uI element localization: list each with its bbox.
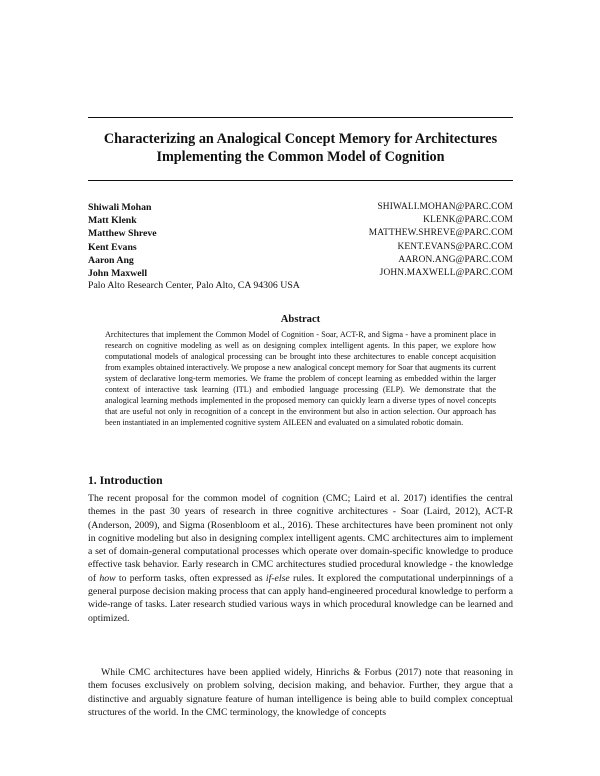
paragraph-text: The recent proposal for the common model of cognition (CMC; Laird et al. 2017) identifies the central themes in the past 30 years of research in three cognitive architectures - Soar (Laird, 2012), ACT-R (Anderson, 2009), and Sigma (Rosenbloom et al., 2016). These architectures have been prominent not only in cognitive modeling but also in designing complex intelligent agents. CMC architectures aim to implement a set of domain-general computational processes which operate over domain-specific knowledge to produce effective task behavior. Early research in CMC architectures studied procedural knowledge - the knowledge of [88, 493, 513, 584]
author-name: Matthew Shreve [88, 228, 157, 240]
paper-title-line-1: Characterizing an Analogical Concept Memory for Architectures [103, 131, 498, 147]
author-row [88, 254, 513, 267]
author-email: SHIWALI.MOHAN@PARC.COM [377, 202, 513, 212]
abstract-heading: Abstract [280, 314, 321, 325]
emphasis-text: how [99, 572, 116, 584]
author-row [88, 214, 513, 227]
paper-title [88, 131, 513, 166]
author-email: KLENK@PARC.COM [423, 215, 513, 226]
abstract-text-part: and evaluated on a simulated robotic domain. [314, 418, 464, 428]
paragraph-text: rules. It explored the computational underpinnings of a general purpose decision making process that can apply hand-engineered procedural knowledge to perform a wide-range of tasks. Later research studied various ways in which procedural knowledge can be learned and optimized. [88, 572, 514, 624]
author-name: Shiwali Mohan [88, 202, 152, 213]
author-email: KENT.EVANS@PARC.COM [397, 241, 513, 252]
top-rule [88, 117, 513, 118]
emphasis-text: if-else [265, 572, 290, 584]
author-name: Aaron Ang [88, 254, 134, 266]
author-name: Kent Evans [88, 241, 137, 253]
author-row [88, 227, 513, 240]
paper-title-line-2: Implementing the Common Model of Cognition [156, 148, 445, 165]
system-name: AILEEN [282, 418, 313, 428]
author-row [88, 201, 513, 214]
author-email: AARON.ANG@PARC.COM [398, 254, 513, 265]
author-name: John Maxwell [88, 267, 148, 279]
paragraph-text: to perform tasks, often expressed as [118, 572, 263, 584]
intro-paragraph-1 [88, 492, 513, 625]
author-list [88, 201, 513, 280]
author-name: Matt Klenk [88, 215, 137, 227]
affiliation: Palo Alto Research Center, Palo Alto, CA 94306 USA [88, 280, 300, 291]
author-row [88, 241, 513, 254]
intro-paragraph-2: While CMC architectures have been applied widely, Hinrichs & Forbus (2017) note that reasoning in them focuses exclusively on problem solving, decision making, and behavior. Further, they argue that a distinctive and arguably signature feature of human intelligence is being able to build complex conceptual structures of the world. In the CMC terminology, the knowledge of concepts [88, 667, 513, 718]
author-row [88, 267, 513, 280]
section-heading: 1. Introduction [88, 474, 163, 487]
title-bottom-rule [88, 180, 513, 181]
author-email: MATTHEW.SHREVE@PARC.COM [368, 228, 513, 239]
author-email: JOHN.MAXWELL@PARC.COM [379, 267, 513, 278]
abstract-text [105, 329, 496, 428]
abstract-text-part: Architectures that implement the Common Model of Cognition - Soar, ACT-R, and Sigma - have a prominent place in research on cognitive modeling as well as on designing complex intelligent agents. In this paper, we explore how computational models of analogical processing can be brought into these architectures to enable concept acquisition from examples obtained interactively. We propose a new analogical concept memory for Soar that augments its current system of declarative long-term memories. We frame the problem of concept learning as embedded within the larger context of interactive task learning (ITL) and embodied language processing (ELP). We demonstrate that the analogical learning methods implemented in the proposed memory can quickly learn a diverse types of novel concepts that are useful not only in recognition of a concept in the environment but also in action selection. Our approach has been instantiated in an implemented cognitive system [105, 330, 496, 428]
